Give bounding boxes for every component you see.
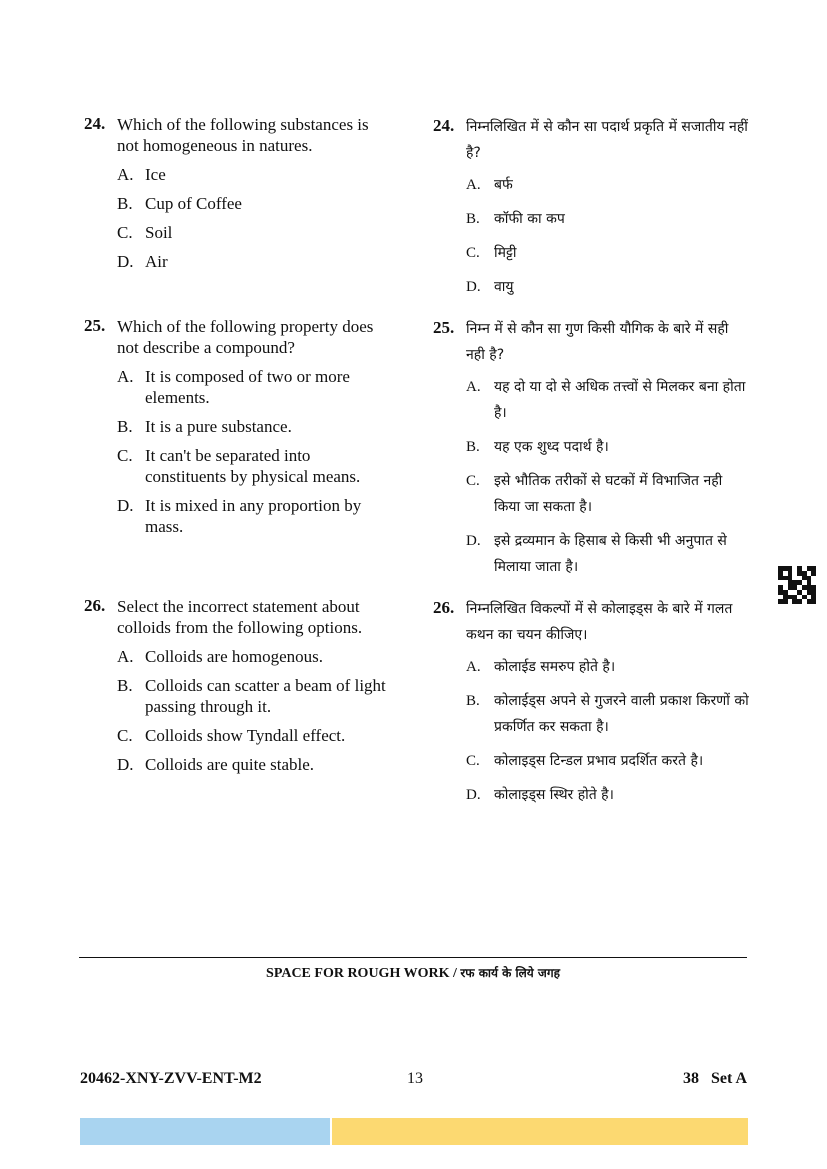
option-item (117, 754, 394, 775)
options-list (117, 366, 394, 537)
options-list (117, 164, 394, 272)
option-item (117, 646, 394, 667)
question-row (84, 596, 394, 638)
option-text: कोलाइड्स स्थिर होते है। (494, 787, 614, 803)
option-letter: B. (117, 417, 133, 436)
option-text: Cup of Coffee (145, 194, 242, 213)
option-text: Colloids are homogenous. (145, 647, 324, 666)
option-letter: D. (117, 496, 134, 515)
option-letter: A. (117, 165, 134, 184)
option-text: यह दो या दो से अधिक तत्त्वों से मिलकर बना होता है। (494, 379, 746, 421)
question-number: 25. (84, 316, 106, 335)
option-item (117, 416, 394, 437)
option-letter: B. (466, 439, 480, 455)
question-row (433, 596, 751, 648)
option-text: वायु (494, 279, 514, 295)
option-item (466, 528, 751, 580)
option-text: कोलाईड समरुप होते है। (494, 659, 616, 675)
option-letter: A. (117, 367, 134, 386)
question-row (433, 114, 751, 166)
qr-code-icon (778, 566, 816, 604)
rough-work-hindi: रफ कार्य के लिये जगह (460, 966, 560, 980)
page-number: 13 (407, 1070, 423, 1087)
option-text: कोलाइड्स टिन्डल प्रभाव प्रदर्शित करते है। (494, 753, 704, 769)
option-item (117, 164, 394, 185)
paper-code: 20462-XNY-ZVV-ENT-M2 (80, 1070, 262, 1087)
option-item (466, 748, 751, 774)
option-letter: D. (117, 252, 134, 271)
question-number: 26. (433, 598, 455, 617)
question-24 (433, 114, 751, 308)
option-text: It can't be separated into constituents by physical means. (145, 446, 361, 486)
option-item (466, 782, 751, 808)
question-text: निम्नलिखित में से कौन सा पदार्थ प्रकृति में सजातीय नहीं है? (466, 119, 748, 161)
options-list (117, 646, 394, 775)
option-letter: C. (117, 223, 133, 242)
option-letter: B. (466, 693, 480, 709)
option-letter: A. (466, 177, 481, 193)
options-list (466, 374, 751, 580)
option-letter: D. (466, 787, 481, 803)
set-label (683, 1070, 747, 1088)
question-number: 25. (433, 318, 455, 337)
option-item (466, 434, 751, 460)
option-letter: C. (117, 446, 133, 465)
option-text: Ice (145, 165, 166, 184)
question-text: Select the incorrect statement about colloids from the following options. (117, 597, 363, 637)
option-text: इसे भौतिक तरीकों से घटकों में विभाजित नही किया जा सकता है। (494, 473, 723, 515)
option-item (466, 374, 751, 426)
question-number: 26. (84, 596, 106, 615)
option-text: Colloids are quite stable. (145, 755, 315, 774)
question-text: Which of the following property does not describe a compound? (117, 317, 374, 357)
option-text: Colloids show Tyndall effect. (145, 726, 346, 745)
option-text: It is mixed in any proportion by mass. (145, 496, 362, 536)
option-item (466, 688, 751, 740)
option-letter: D. (466, 533, 481, 549)
option-item (466, 654, 751, 680)
option-letter: B. (466, 211, 480, 227)
option-item (117, 366, 394, 408)
options-list (466, 654, 751, 808)
option-text: यह एक शुध्द पदार्थ है। (494, 439, 609, 455)
question-text: निम्न में से कौन सा गुण किसी यौगिक के बारे में सही नही है? (466, 321, 729, 363)
option-letter: A. (466, 379, 481, 395)
rough-work-english: SPACE FOR ROUGH WORK / (266, 966, 461, 981)
question-number: 24. (84, 114, 106, 133)
question-text: निम्नलिखित विकल्पों में से कोलाइड्स के बारे में गलत कथन का चयन कीजिए। (466, 601, 733, 643)
question-25 (84, 316, 394, 545)
option-item (117, 725, 394, 746)
option-item (466, 206, 751, 232)
question-text: Which of the following substances is not homogeneous in natures. (117, 115, 369, 155)
option-text: Colloids can scatter a beam of light passing through it. (145, 676, 386, 716)
option-item (466, 468, 751, 520)
option-text: It is composed of two or more elements. (145, 367, 350, 407)
option-letter: A. (117, 647, 134, 666)
option-letter: B. (117, 676, 133, 695)
set-text: 38 Set A (683, 1070, 747, 1087)
question-row (433, 316, 751, 368)
option-item (117, 675, 394, 717)
option-text: कॉफी का कप (494, 211, 565, 227)
option-text: मिट्टी (494, 245, 517, 261)
question-row (84, 114, 394, 156)
option-text: Soil (145, 223, 173, 242)
option-item (466, 172, 751, 198)
option-text: बर्फ (494, 177, 513, 193)
option-text: कोलाईड्स अपने से गुजरने वाली प्रकाश किरणों को प्रकर्णित कर सकता है। (494, 693, 749, 735)
option-letter: D. (466, 279, 481, 295)
question-26 (433, 596, 751, 816)
option-letter: A. (466, 659, 481, 675)
footer-bar-blue (80, 1118, 330, 1145)
question-26 (84, 596, 394, 783)
option-letter: B. (117, 194, 133, 213)
option-item (117, 445, 394, 487)
footer-bar-yellow (332, 1118, 748, 1145)
option-item (117, 495, 394, 537)
option-item (117, 222, 394, 243)
option-letter: D. (117, 755, 134, 774)
option-item (117, 251, 394, 272)
option-text: इसे द्रव्यमान के हिसाब से किसी भी अनुपात से मिलाया जाता है। (494, 533, 727, 575)
rough-work-label (79, 963, 747, 984)
option-letter: C. (466, 473, 480, 489)
option-letter: C. (466, 753, 480, 769)
rough-work-divider (79, 957, 747, 958)
option-letter: C. (466, 245, 480, 261)
question-row (84, 316, 394, 358)
option-text: Air (145, 252, 168, 271)
question-25 (433, 316, 751, 588)
question-number: 24. (433, 116, 455, 135)
option-text: It is a pure substance. (145, 417, 292, 436)
option-letter: C. (117, 726, 133, 745)
option-item (466, 240, 751, 266)
options-list (466, 172, 751, 300)
option-item (466, 274, 751, 300)
option-item (117, 193, 394, 214)
question-24 (84, 114, 394, 280)
